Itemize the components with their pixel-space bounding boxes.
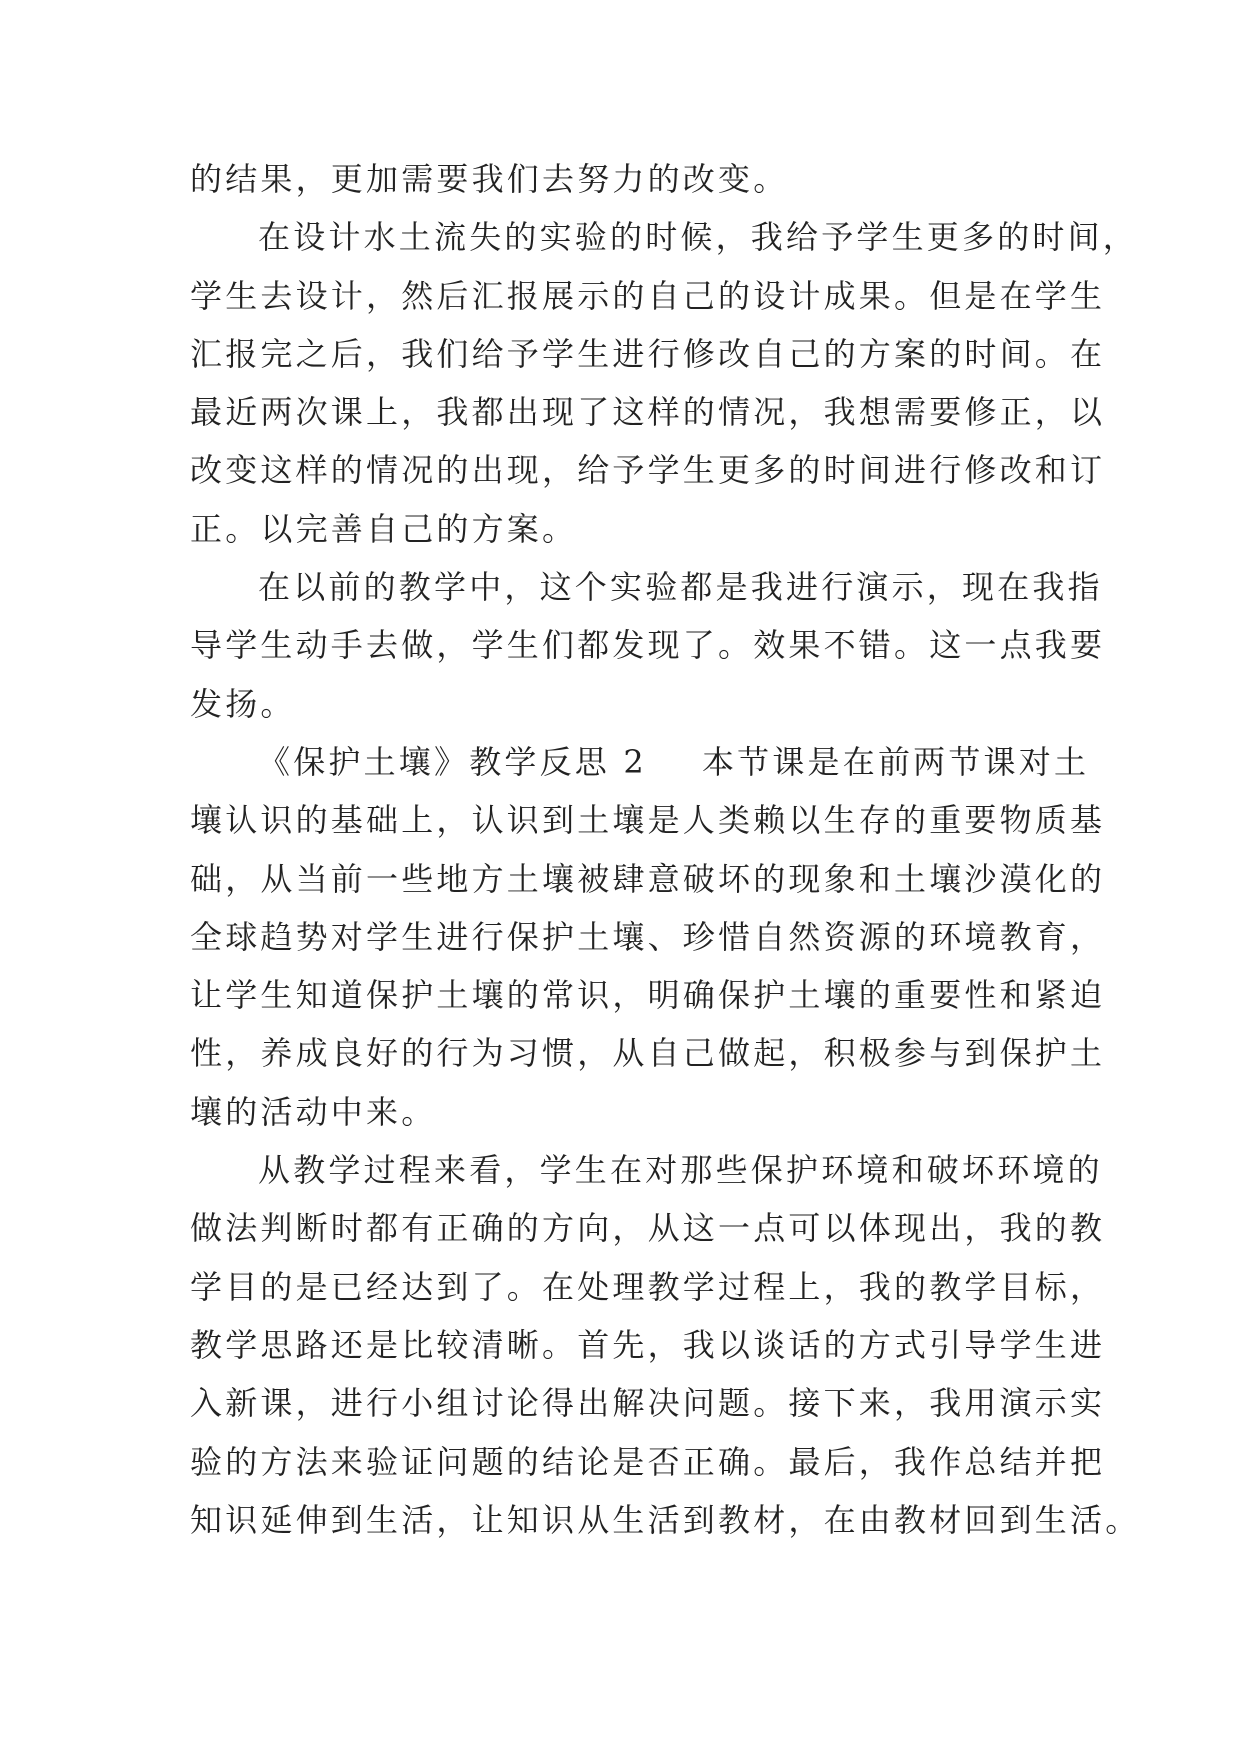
text-line: 壤的活动中来。 — [190, 1092, 437, 1131]
paragraph-start: 本节课是在前两节课对土 — [701, 742, 1090, 781]
text-line: 教学思路还是比较清晰。首先，我以谈话的方式引导学生进 — [190, 1325, 1106, 1364]
text-line: 的结果，更加需要我们去努力的改变。 — [190, 160, 789, 198]
text-line: 壤认识的基础上，认识到土壤是人类赖以生存的重要物质基 — [190, 801, 1106, 840]
text-line: 做法判断时都有正确的方向，从这一点可以体现出，我的教 — [190, 1209, 1106, 1248]
text-line: 让学生知道保护土壤的常识，明确保护土壤的重要性和紧迫 — [190, 976, 1106, 1015]
text-line: 础，从当前一些地方土壤被肆意破坏的现象和土壤沙漠化的 — [190, 859, 1106, 898]
text-line: 发扬。 — [190, 684, 296, 723]
section-heading: 《保护土壤》教学反思 2 — [258, 742, 647, 781]
text-line: 汇报完之后，我们给予学生进行修改自己的方案的时间。在 — [190, 334, 1106, 373]
text-line: 学目的是已经达到了。在处理教学过程上，我的教学目标， — [190, 1267, 1106, 1306]
body-text — [190, 150, 1141, 1549]
text-line: 入新课，进行小组讨论得出解决问题。接下来，我用演示实 — [190, 1384, 1106, 1423]
text-line: 最近两次课上，我都出现了这样的情况，我想需要修正，以 — [190, 393, 1106, 432]
text-line: 改变这样的情况的出现，给予学生更多的时间进行修改和订 — [190, 451, 1106, 490]
text-line: 知识延伸到生活，让知识从生活到教材，在由教材回到生活。 — [190, 1500, 1141, 1539]
text-line: 学生去设计，然后汇报展示的自己的设计成果。但是在学生 — [190, 276, 1106, 315]
section-heading-line — [190, 733, 1090, 791]
text-line: 导学生动手去做，学生们都发现了。效果不错。这一点我要 — [190, 626, 1106, 665]
text-line: 全球趋势对学生进行保护土壤、珍惜自然资源的环境教育， — [190, 917, 1106, 956]
paragraph-start-line: 在以前的教学中，这个实验都是我进行演示，现在我指 — [258, 568, 1103, 607]
text-line: 性，养成良好的行为习惯，从自己做起，积极参与到保护土 — [190, 1034, 1106, 1073]
paragraph-start-line: 从教学过程来看，学生在对那些保护环境和破坏环境的 — [258, 1151, 1103, 1190]
paragraph-start-line: 在设计水土流失的实验的时候，我给予学生更多的时间， — [258, 218, 1139, 257]
text-line: 验的方法来验证问题的结论是否正确。最后，我作总结并把 — [190, 1442, 1106, 1481]
text-line: 正。以完善自己的方案。 — [190, 509, 578, 548]
